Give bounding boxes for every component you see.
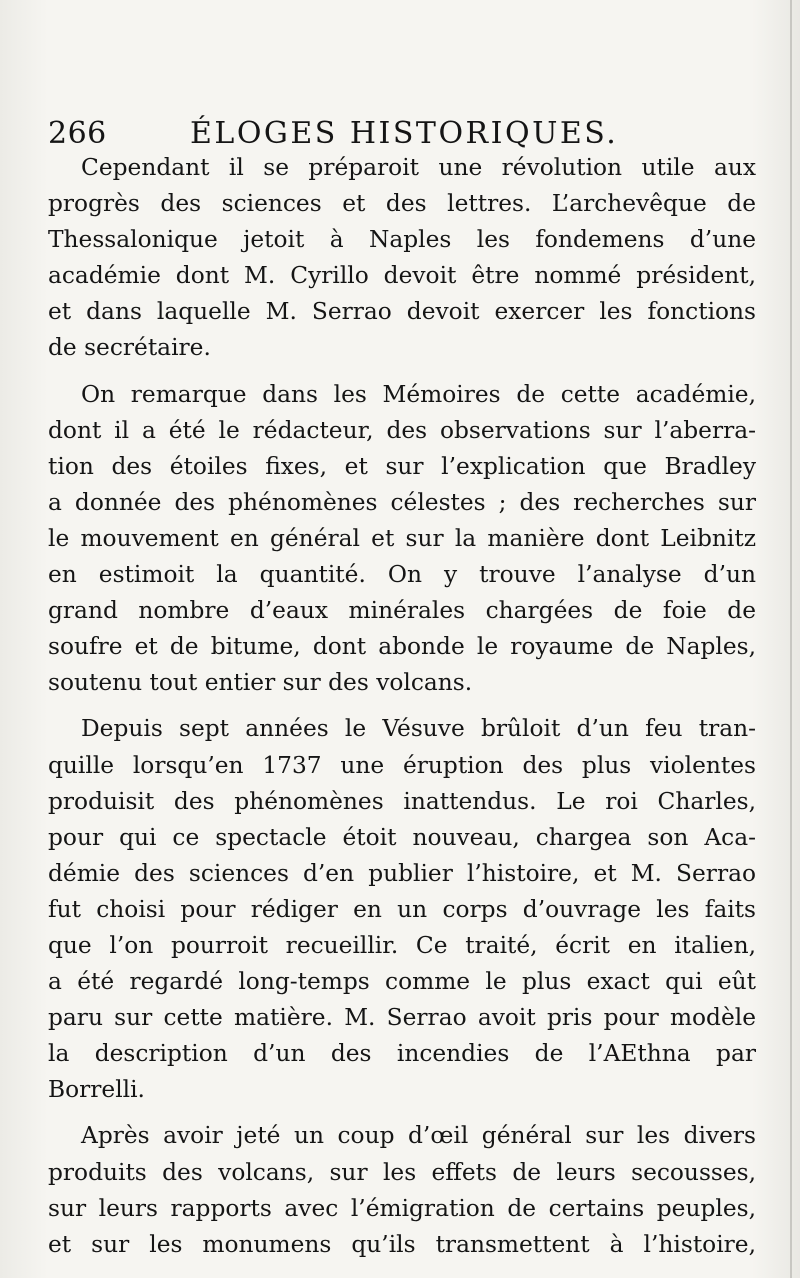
text-line: progrès des sciences et des lettres. L’archevêque de [48,190,756,218]
text-line: et sur les monumens qu’ils transmettent à l’histoire, [48,1230,756,1258]
text-line: en estimoit la quantité. On y trouve l’analyse d’un [48,561,756,589]
text-line: paru sur cette matière. M. Serrao avoit pris pour modèle [48,1004,756,1032]
text-line: dont il a été le rédacteur, des observations sur l’aberra- [48,416,756,444]
text-line: quille lorsqu’en 1737 une éruption des plus violentes [48,751,756,779]
paragraph-3 [48,711,756,1108]
page-number: 266 [48,116,107,151]
text-line: Depuis sept années le Vésuve brûloit d’un feu tran- [81,715,756,743]
text-line: Borrelli. [48,1076,145,1104]
text-line: On remarque dans les Mémoires de cette académie, [81,380,756,408]
text-line: produisit des phénomènes inattendus. Le roi Charles, [48,787,756,815]
text-line: soufre et de bitume, dont abonde le royaume de Naples, [48,633,756,661]
text-line: la description d’un des incendies de l’AEthna par [48,1040,756,1068]
text-line: Cependant il se préparoit une révolution utile aux [81,154,756,181]
paragraph-1 [48,150,756,367]
text-line: fut choisi pour rédiger en un corps d’ouvrage les faits [48,895,756,923]
text-line: académie dont M. Cyrillo devoit être nommé président, [48,262,756,290]
text-line: a donnée des phénomènes célestes ; des recherches sur [48,488,756,516]
text-line: soutenu tout entier sur des volcans. [48,669,473,697]
text-line: a été regardé long-temps comme le plus exact qui eût [48,968,756,996]
text-line: grand nombre d’eaux minérales chargées de foie de [48,597,756,625]
text-line: de secrétaire. [48,334,211,362]
text-line: le mouvement en général et sur la manière dont Leibnitz [48,524,756,552]
text-line: produits des volcans, sur les effets de leurs secousses, [48,1158,756,1186]
text-line: tion des étoiles fixes, et sur l’explication que Bradley [48,452,756,480]
text-line: que l’on pourroit recueillir. Ce traité, écrit en italien, [48,931,756,959]
paragraph-4 [48,1118,756,1262]
text-line: Après avoir jeté un coup d’œil général sur les divers [81,1122,756,1150]
text-line: sur leurs rapports avec l’émigration de certains peuples, [48,1194,756,1222]
running-title: ÉLOGES HISTORIQUES. [190,116,619,151]
body-text [48,150,756,1263]
text-line: Thessalonique jetoit à Naples les fondemens d’une [48,226,756,254]
text-line: démie des sciences d’en publier l’histoire, et M. Serrao [48,859,756,887]
paragraph-2 [48,377,756,702]
text-line: et dans laquelle M. Serrao devoit exercer les fonctions [48,298,756,326]
text-line: pour qui ce spectacle étoit nouveau, chargea son Aca- [48,823,756,851]
page-edge-shadow [790,0,792,1278]
